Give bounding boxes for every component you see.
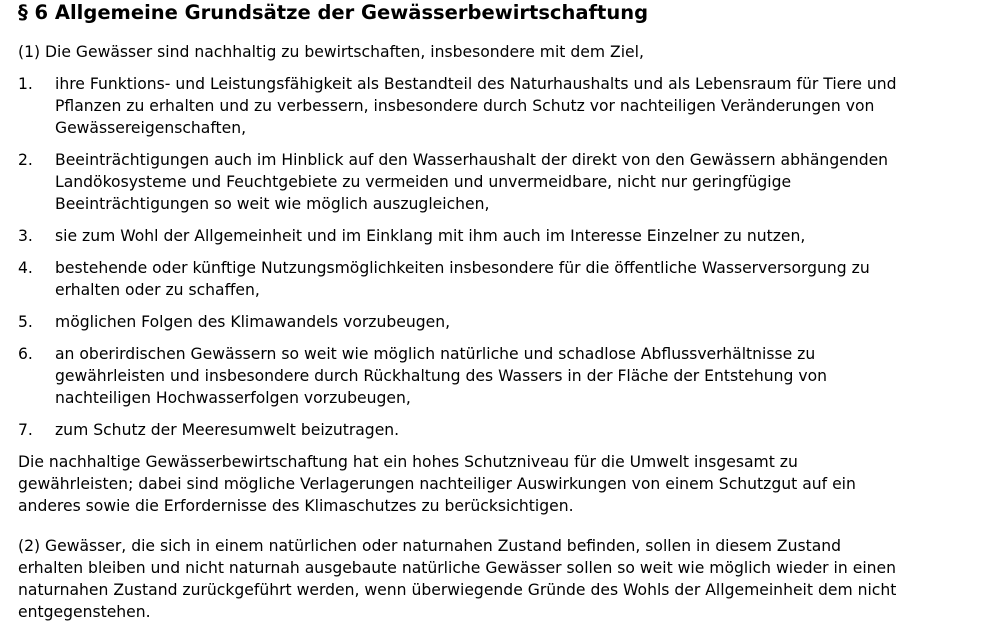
text-line: (2) Gewässer, die sich in einem natürlichen oder naturnahen Zustand befinden, sollen in diesem Zustand — [18, 537, 842, 555]
list-item-number: 2. — [18, 151, 33, 169]
list-item-text — [55, 225, 965, 247]
list-item-4 — [18, 257, 986, 301]
text-line: Landökosysteme und Feuchtgebiete zu vermeiden und unvermeidbare, nicht nur geringfügige — [55, 173, 792, 191]
paragraph-1-intro: (1) Die Gewässer sind nachhaltig zu bewirtschaften, insbesondere mit dem Ziel, — [18, 43, 644, 61]
list-item-1 — [18, 73, 986, 139]
text-line: nachteiligen Hochwasserfolgen vorzubeugen, — [55, 389, 411, 407]
list-item-7 — [18, 419, 986, 441]
text-line: naturnahen Zustand zurückgeführt werden, wenn überwiegende Gründe des Wohls der Allgemeinheit dem nicht — [18, 581, 897, 599]
list-item-text — [55, 73, 965, 139]
text-line: bestehende oder künftige Nutzungsmöglichkeiten insbesondere für die öffentliche Wasserversorgung zu — [55, 259, 870, 277]
list-item-number: 4. — [18, 259, 33, 277]
list-item-6 — [18, 343, 986, 409]
list-item-number: 1. — [18, 75, 33, 93]
text-line: zum Schutz der Meeresumwelt beizutragen. — [55, 421, 400, 439]
text-line: anderes sowie die Erfordernisse des Klimaschutzes zu berücksichtigen. — [18, 497, 574, 515]
list-item-text — [55, 311, 965, 333]
list-item-3 — [18, 225, 986, 247]
list-item-number: 3. — [18, 227, 33, 245]
list-item-number: 6. — [18, 345, 33, 363]
text-line: ihre Funktions- und Leistungsfähigkeit als Bestandteil des Naturhaushalts und als Lebensraum für Tiere und — [55, 75, 897, 93]
list-item-text — [55, 257, 965, 301]
list-item-number: 5. — [18, 313, 33, 331]
text-line: erhalten bleiben und nicht naturnah ausgebaute natürliche Gewässer sollen so weit wie möglich wieder in einen — [18, 559, 897, 577]
list-item-5 — [18, 311, 986, 333]
paragraph-1-closing — [18, 451, 968, 517]
list-item-number: 7. — [18, 421, 33, 439]
text-line: Gewässereigenschaften, — [55, 119, 247, 137]
text-line: Beeinträchtigungen auch im Hinblick auf den Wasserhaushalt der direkt von den Gewässern abhängenden — [55, 151, 889, 169]
list-item-text — [55, 419, 965, 441]
text-line: entgegenstehen. — [18, 603, 151, 621]
text-line: Die nachhaltige Gewässerbewirtschaftung hat ein hohes Schutzniveau für die Umwelt insgesamt zu — [18, 453, 798, 471]
paragraph-2 — [18, 535, 968, 623]
text-line: gewährleisten und insbesondere durch Rückhaltung des Wassers in der Fläche der Entstehung von — [55, 367, 828, 385]
section-heading: § 6 Allgemeine Grundsätze der Gewässerbewirtschaftung — [18, 1, 649, 24]
text-line: gewährleisten; dabei sind mögliche Verlagerungen nachteiliger Auswirkungen von einem Schutzgut auf ein — [18, 475, 856, 493]
goal-list — [18, 73, 986, 441]
text-line: sie zum Wohl der Allgemeinheit und im Einklang mit ihm auch im Interesse Einzelner zu nutzen, — [55, 227, 806, 245]
list-item-2 — [18, 149, 986, 215]
list-item-text — [55, 343, 965, 409]
text-line: möglichen Folgen des Klimawandels vorzubeugen, — [55, 313, 451, 331]
text-line: Beeinträchtigungen so weit wie möglich auszugleichen, — [55, 195, 490, 213]
list-item-text — [55, 149, 965, 215]
text-line: erhalten oder zu schaffen, — [55, 281, 260, 299]
text-line: an oberirdischen Gewässern so weit wie möglich natürliche und schadlose Abflussverhältnisse zu — [55, 345, 816, 363]
text-line: Pflanzen zu erhalten und zu verbessern, insbesondere durch Schutz vor nachteiligen Veränderungen von — [55, 97, 875, 115]
